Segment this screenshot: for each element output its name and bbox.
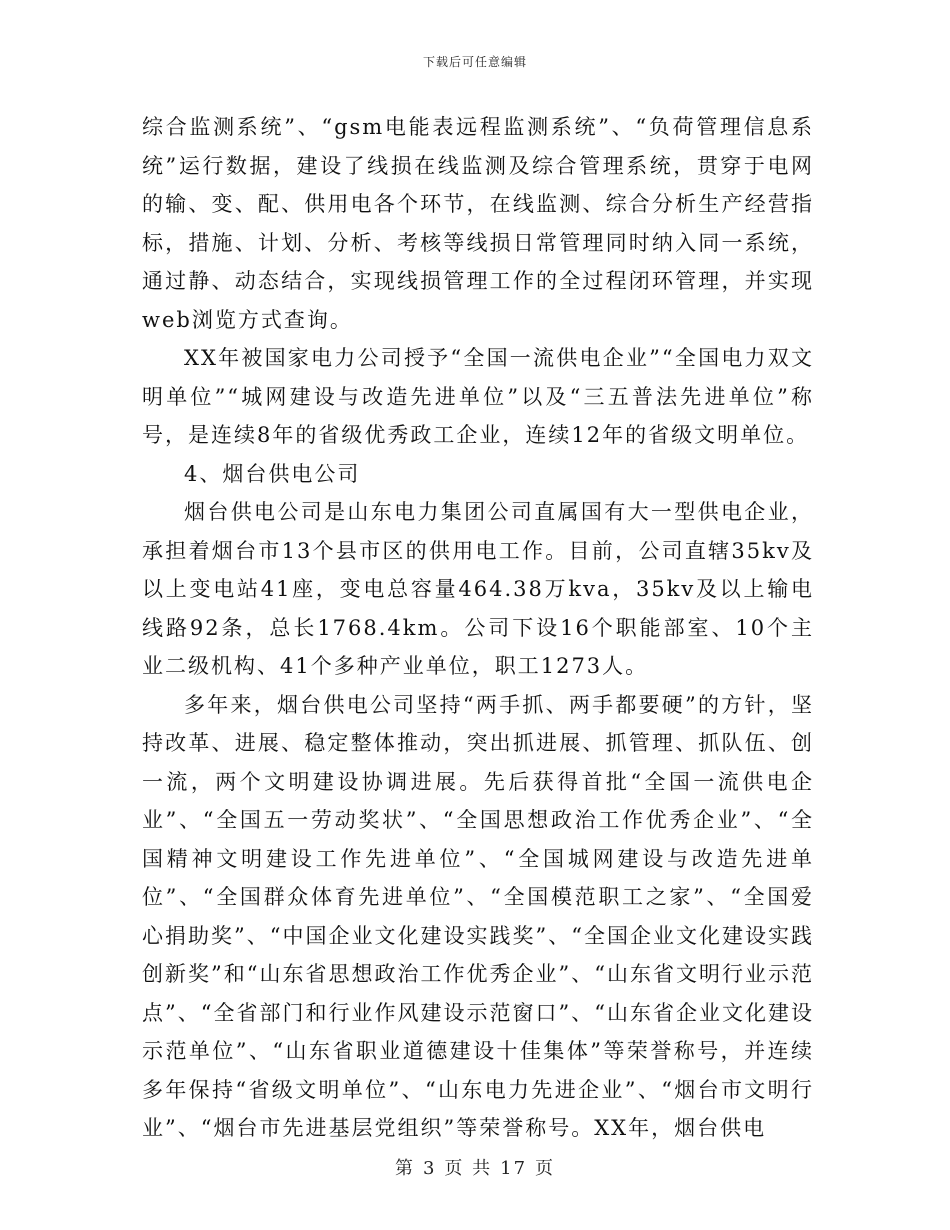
page-number: 3: [422, 1158, 437, 1179]
page-total: 17: [500, 1158, 528, 1179]
footer-middle: 页 共: [444, 1158, 493, 1179]
paragraph-2: XX年被国家电力公司授予“全国一流供电企业”“全国电力双文明单位”“城网建设与改造先进单位”以及“三五普法先进单位”称号，是连续8年的省级优秀政工企业，连续12年的省级文明单位。: [142, 346, 814, 447]
page-footer: [0, 1154, 950, 1180]
page-header: 下载后可任意编辑: [422, 55, 527, 69]
footer-prefix: 第: [394, 1158, 415, 1179]
footer-suffix: 页: [535, 1158, 556, 1179]
paragraph-3: 烟台供电公司是山东电力集团公司直属国有大一型供电企业，承担着烟台市13个县市区的供用电工作。目前，公司直辖35kv及以上变电站41座，变电总容量464.38万kva，35kv及以上输电线路92条，总长1768.4km。公司下设16个职能部室、10个主业二级机构、41个多种产业单位，职工1273人。: [142, 500, 814, 678]
paragraph-1: 综合监测系统”、“gsm电能表远程监测系统”、“负荷管理信息系统”运行数据，建设了线损在线监测及综合管理系统，贯穿于电网的输、变、配、供用电各个环节，在线监测、综合分析生产经营指标，措施、计划、分析、考核等线损日常管理同时纳入同一系统，通过静、动态结合，实现线损管理工作的全过程闭环管理，并实现web浏览方式查询。: [142, 115, 814, 332]
paragraph-4: 多年来，烟台供电公司坚持“两手抓、两手都要硬”的方针，坚持改革、进展、稳定整体推动，突出抓进展、抓管理、抓队伍、创一流，两个文明建设协调进展。先后获得首批“全国一流供电企业”、“全国五一劳动奖状”、“全国思想政治工作优秀企业”、“全国精神文明建设工作先进单位”、“全国城网建设与改造先进单位”、“全国群众体育先进单位”、“全国模范职工之家”、“全国爱心捐助奖”、“中国企业文化建设实践奖”、“全国企业文化建设实践创新奖”和“山东省思想政治工作优秀企业”、“山东省文明行业示范点”、“全省部门和行业作风建设示范窗口”、“山东省企业文化建设示范单位”、“山东省职业道德建设十佳集体”等荣誉称号，并连续多年保持“省级文明单位”、“山东电力先进企业”、“烟台市文明行业”、“烟台市先进基层党组织”等荣誉称号。XX年，烟台供电: [142, 692, 814, 1140]
document-body: [142, 108, 814, 1148]
section-heading: 4、烟台供电公司: [184, 461, 361, 486]
